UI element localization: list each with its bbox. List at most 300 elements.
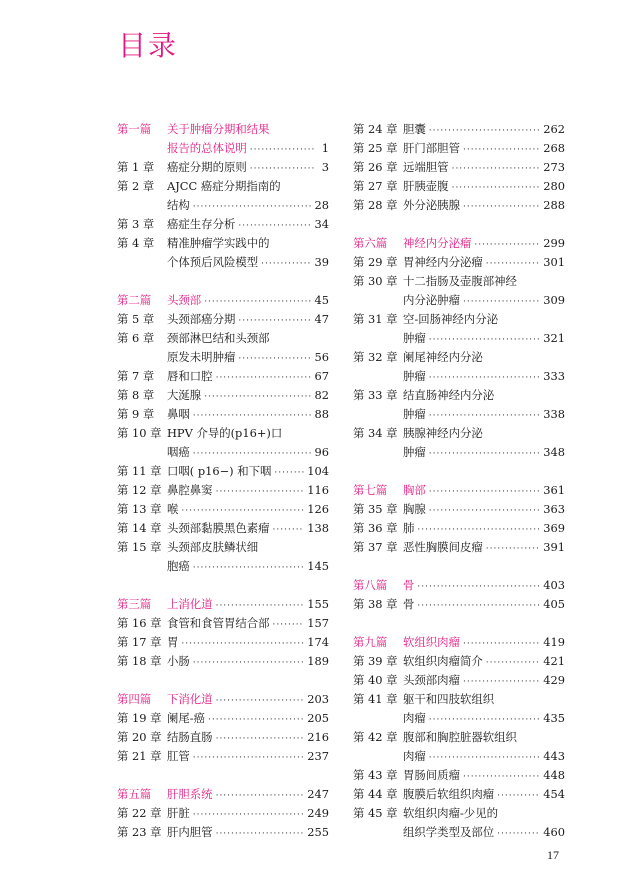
toc-entry-line bbox=[353, 177, 565, 196]
toc-entry-title: 胃肠间质瘤 bbox=[403, 768, 460, 782]
toc-entry-page: 88 bbox=[314, 407, 329, 421]
toc-entry-title: 腹部和胸腔脏器软组织 bbox=[403, 730, 517, 744]
toc-entry-number: 第 2 章 bbox=[117, 179, 155, 193]
toc-entry-number: 第一篇 bbox=[117, 122, 152, 136]
toc-entry-number: 第 25 章 bbox=[353, 141, 398, 155]
toc-chapter-entry[interactable] bbox=[117, 177, 329, 215]
toc-part-entry[interactable] bbox=[353, 234, 565, 253]
toc-chapter-entry[interactable] bbox=[353, 500, 565, 519]
toc-entry-number: 第七篇 bbox=[353, 483, 388, 497]
toc-entry-line bbox=[353, 823, 565, 842]
toc-entry-title: 十二指肠及壶腹部神经 bbox=[403, 274, 517, 288]
toc-entry-page: 45 bbox=[314, 293, 329, 307]
toc-part-entry[interactable] bbox=[353, 481, 565, 500]
toc-entry-number: 第九篇 bbox=[353, 635, 388, 649]
toc-entry-page: 155 bbox=[307, 597, 329, 611]
toc-entry-title: 软组织肉瘤 bbox=[403, 635, 460, 649]
toc-chapter-entry[interactable] bbox=[117, 652, 329, 671]
toc-entry-number: 第 8 章 bbox=[117, 388, 155, 402]
toc-entry-line bbox=[353, 234, 565, 253]
toc-entry-title: 肝门部胆管 bbox=[403, 141, 460, 155]
toc-entry-title: 肝胆系统 bbox=[167, 787, 213, 801]
toc-entry-line bbox=[353, 158, 565, 177]
toc-entry-number: 第五篇 bbox=[117, 787, 152, 801]
toc-entry-number: 第 33 章 bbox=[353, 388, 398, 402]
toc-entry-line bbox=[117, 557, 329, 576]
toc-entry-line bbox=[353, 785, 565, 804]
toc-entry-number: 第 43 章 bbox=[353, 768, 398, 782]
toc-part-entry[interactable] bbox=[117, 690, 329, 709]
toc-entry-number: 第 4 章 bbox=[117, 236, 155, 250]
toc-entry-line bbox=[117, 348, 329, 367]
toc-chapter-entry[interactable] bbox=[353, 196, 565, 215]
toc-entry-line bbox=[353, 291, 565, 310]
toc-entry-title: 鼻咽 bbox=[167, 407, 190, 421]
toc-chapter-entry[interactable] bbox=[117, 405, 329, 424]
toc-chapter-entry[interactable] bbox=[353, 272, 565, 310]
toc-entry-title: 骨 bbox=[403, 597, 415, 611]
toc-chapter-entry[interactable] bbox=[117, 424, 329, 462]
toc-entry-line bbox=[117, 215, 329, 234]
toc-chapter-entry[interactable] bbox=[353, 386, 565, 424]
toc-entry-title: 精准肿瘤学实践中的 bbox=[167, 236, 270, 250]
toc-part-entry[interactable] bbox=[117, 291, 329, 310]
toc-entry-line bbox=[353, 804, 565, 823]
toc-entry-title: 肝脏 bbox=[167, 806, 190, 820]
toc-chapter-entry[interactable] bbox=[117, 386, 329, 405]
toc-entry-number: 第 26 章 bbox=[353, 160, 398, 174]
toc-entry-title: 肿瘤 bbox=[403, 407, 426, 421]
toc-entry-page: 299 bbox=[543, 236, 565, 250]
dot-leader bbox=[216, 483, 305, 502]
toc-entry-page: 454 bbox=[543, 787, 565, 801]
toc-entry-title: 口咽( p16−) 和下咽 bbox=[167, 464, 272, 478]
toc-entry-page: 34 bbox=[314, 217, 329, 231]
toc-entry-line bbox=[353, 196, 565, 215]
toc-entry-number: 第 18 章 bbox=[117, 654, 162, 668]
toc-chapter-entry[interactable] bbox=[117, 823, 329, 842]
toc-entry-page: 280 bbox=[543, 179, 565, 193]
toc-entry-line bbox=[117, 614, 329, 633]
toc-entry-line bbox=[117, 291, 329, 310]
toc-entry-title: 骨 bbox=[403, 578, 415, 592]
toc-entry-number: 第四篇 bbox=[117, 692, 152, 706]
toc-entry-line bbox=[353, 348, 565, 367]
toc-chapter-entry[interactable] bbox=[117, 310, 329, 329]
dot-leader bbox=[486, 654, 541, 673]
toc-entry-title: 鼻腔鼻窦 bbox=[167, 483, 213, 497]
toc-entry-page: 262 bbox=[543, 122, 565, 136]
toc-entry-title: 胸部 bbox=[403, 483, 426, 497]
toc-chapter-entry[interactable] bbox=[353, 120, 565, 139]
toc-entry-title: AJCC 癌症分期指南的 bbox=[167, 179, 281, 193]
toc-chapter-entry[interactable] bbox=[353, 766, 565, 785]
toc-entry-number: 第 7 章 bbox=[117, 369, 155, 383]
toc-entry-number: 第 36 章 bbox=[353, 521, 398, 535]
toc-entry-title: 肛管 bbox=[167, 749, 190, 763]
toc-entry-page: 333 bbox=[543, 369, 565, 383]
toc-entry-page: 361 bbox=[543, 483, 565, 497]
toc-chapter-entry[interactable] bbox=[353, 804, 565, 842]
toc-entry-title: 咽癌 bbox=[167, 445, 190, 459]
toc-entry-title: 恶性胸膜间皮瘤 bbox=[403, 540, 483, 554]
toc-entry-number: 第 37 章 bbox=[353, 540, 398, 554]
toc-chapter-entry[interactable] bbox=[117, 329, 329, 367]
toc-entry-number: 第三篇 bbox=[117, 597, 152, 611]
toc-entry-title: 肉瘤 bbox=[403, 749, 426, 763]
dot-leader bbox=[204, 388, 311, 407]
toc-entry-number: 第八篇 bbox=[353, 578, 388, 592]
toc-entry-number: 第 19 章 bbox=[117, 711, 162, 725]
toc-entry-page: 189 bbox=[307, 654, 329, 668]
toc-entry-title: HPV 介导的(p16+)口 bbox=[167, 426, 283, 440]
toc-entry-title: 胃神经内分泌瘤 bbox=[403, 255, 483, 269]
toc-entry-title: 胰腺神经内分泌 bbox=[403, 426, 483, 440]
toc-entry-title: 唇和口腔 bbox=[167, 369, 213, 383]
dot-leader bbox=[417, 597, 540, 616]
toc-entry-line bbox=[117, 120, 329, 139]
toc-entry-number: 第 10 章 bbox=[117, 426, 162, 440]
toc-entry-title: 肿瘤 bbox=[403, 369, 426, 383]
toc-entry-title: 肝胰壶腹 bbox=[403, 179, 449, 193]
toc-entry-title: 肿瘤 bbox=[403, 445, 426, 459]
toc-entry-page: 39 bbox=[314, 255, 329, 269]
toc-chapter-entry[interactable] bbox=[353, 139, 565, 158]
toc-entry-title: 胆囊 bbox=[403, 122, 426, 136]
toc-entry-number: 第 41 章 bbox=[353, 692, 398, 706]
toc-entry-line bbox=[353, 500, 565, 519]
toc-entry-page: 435 bbox=[543, 711, 565, 725]
toc-entry-line bbox=[353, 519, 565, 538]
toc-right-column bbox=[353, 120, 565, 842]
toc-entry-title: 原发未明肿瘤 bbox=[167, 350, 236, 364]
toc-entry-page: 3 bbox=[321, 160, 329, 174]
toc-entry-number: 第 44 章 bbox=[353, 787, 398, 801]
toc-entry-title: 肉瘤 bbox=[403, 711, 426, 725]
toc-chapter-entry[interactable] bbox=[353, 158, 565, 177]
toc-entry-number: 第 11 章 bbox=[117, 464, 162, 478]
toc-entry-page: 82 bbox=[314, 388, 329, 402]
toc-entry-page: 247 bbox=[307, 787, 329, 801]
toc-entry-line bbox=[117, 196, 329, 215]
toc-entry-number: 第 13 章 bbox=[117, 502, 162, 516]
dot-leader bbox=[429, 502, 540, 521]
dot-leader bbox=[181, 635, 304, 654]
toc-chapter-entry[interactable] bbox=[353, 652, 565, 671]
toc-entry-page: 391 bbox=[543, 540, 565, 554]
toc-chapter-entry[interactable] bbox=[353, 690, 565, 728]
toc-entry-page: 363 bbox=[543, 502, 565, 516]
toc-entry-number: 第 6 章 bbox=[117, 331, 155, 345]
dot-leader bbox=[250, 141, 314, 160]
page-title: 目录 bbox=[118, 29, 179, 62]
toc-entry-line bbox=[117, 405, 329, 424]
dot-leader bbox=[216, 692, 305, 711]
toc-chapter-entry[interactable] bbox=[117, 747, 329, 766]
toc-entry-title: 头颈部 bbox=[167, 293, 202, 307]
toc-entry-page: 249 bbox=[307, 806, 329, 820]
toc-entry-title: 肝内胆管 bbox=[167, 825, 213, 839]
toc-entry-title: 结肠直肠 bbox=[167, 730, 213, 744]
dot-leader bbox=[486, 540, 541, 559]
toc-entry-number: 第 29 章 bbox=[353, 255, 398, 269]
toc-chapter-entry[interactable] bbox=[117, 633, 329, 652]
toc-entry-page: 460 bbox=[543, 825, 565, 839]
dot-leader bbox=[497, 825, 540, 844]
dot-leader bbox=[452, 160, 541, 179]
toc-entry-title: 头颈部皮肤鳞状细 bbox=[167, 540, 259, 554]
toc-entry-line bbox=[353, 766, 565, 785]
toc-entry-line bbox=[353, 652, 565, 671]
toc-chapter-entry[interactable] bbox=[353, 519, 565, 538]
dot-leader bbox=[216, 369, 312, 388]
toc-entry-number: 第 40 章 bbox=[353, 673, 398, 687]
toc-entry-title: 关于肿瘤分期和结果 bbox=[167, 122, 270, 136]
toc-entry-page: 338 bbox=[543, 407, 565, 421]
toc-entry-title: 结构 bbox=[167, 198, 190, 212]
toc-chapter-entry[interactable] bbox=[117, 614, 329, 633]
toc-entry-page: 443 bbox=[543, 749, 565, 763]
toc-entry-line bbox=[353, 272, 565, 291]
toc-entry-number: 第 42 章 bbox=[353, 730, 398, 744]
toc-entry-line bbox=[117, 709, 329, 728]
toc-entry-line bbox=[117, 158, 329, 177]
toc-entry-number: 第 31 章 bbox=[353, 312, 398, 326]
toc-entry-page: 203 bbox=[307, 692, 329, 706]
toc-entry-title: 下消化道 bbox=[167, 692, 213, 706]
dot-leader bbox=[497, 787, 540, 806]
toc-entry-title: 躯干和四肢软组织 bbox=[403, 692, 495, 706]
dot-leader bbox=[273, 521, 305, 540]
toc-part-entry[interactable] bbox=[117, 595, 329, 614]
toc-chapter-entry[interactable] bbox=[353, 671, 565, 690]
toc-chapter-entry[interactable] bbox=[117, 462, 329, 481]
toc-entry-line bbox=[353, 747, 565, 766]
toc-entry-line bbox=[117, 538, 329, 557]
toc-entry-title: 远端胆管 bbox=[403, 160, 449, 174]
toc-chapter-entry[interactable] bbox=[117, 215, 329, 234]
toc-entry-line bbox=[117, 234, 329, 253]
dot-leader bbox=[193, 749, 304, 768]
dot-leader bbox=[429, 445, 540, 464]
toc-entry-title: 肺 bbox=[403, 521, 415, 535]
dot-leader bbox=[238, 350, 311, 369]
toc-chapter-entry[interactable] bbox=[353, 348, 565, 386]
toc-entry-line bbox=[353, 576, 565, 595]
toc-entry-line bbox=[117, 652, 329, 671]
toc-entry-page: 28 bbox=[314, 198, 329, 212]
toc-chapter-entry[interactable] bbox=[117, 728, 329, 747]
toc-entry-page: 237 bbox=[307, 749, 329, 763]
toc-entry-page: 288 bbox=[543, 198, 565, 212]
toc-entry-line bbox=[117, 462, 329, 481]
toc-part-entry[interactable] bbox=[353, 576, 565, 595]
toc-entry-number: 第 20 章 bbox=[117, 730, 162, 744]
toc-entry-line bbox=[117, 595, 329, 614]
toc-entry-title: 胃 bbox=[167, 635, 179, 649]
toc-entry-line bbox=[117, 310, 329, 329]
toc-entry-page: 138 bbox=[307, 521, 329, 535]
toc-entry-line bbox=[353, 386, 565, 405]
toc-chapter-entry[interactable] bbox=[117, 500, 329, 519]
page-number: 17 bbox=[547, 848, 559, 862]
toc-entry-title: 神经内分泌瘤 bbox=[403, 236, 472, 250]
toc-entry-line bbox=[353, 481, 565, 500]
toc-entry-number: 第 35 章 bbox=[353, 502, 398, 516]
toc-chapter-entry[interactable] bbox=[353, 538, 565, 557]
toc-entry-page: 116 bbox=[307, 483, 329, 497]
toc-entry-number: 第 24 章 bbox=[353, 122, 398, 136]
toc-entry-title: 头颈部肉瘤 bbox=[403, 673, 460, 687]
toc-entry-line bbox=[117, 747, 329, 766]
toc-entry-title: 外分泌胰腺 bbox=[403, 198, 460, 212]
dot-leader bbox=[193, 654, 304, 673]
toc-chapter-entry[interactable] bbox=[353, 310, 565, 348]
toc-entry-line bbox=[353, 120, 565, 139]
toc-entry-line bbox=[353, 367, 565, 386]
toc-entry-number: 第 23 章 bbox=[117, 825, 162, 839]
dot-leader bbox=[463, 198, 540, 217]
toc-entry-page: 47 bbox=[314, 312, 329, 326]
dot-leader bbox=[216, 787, 305, 806]
toc-entry-page: 56 bbox=[314, 350, 329, 364]
toc-entry-number: 第 14 章 bbox=[117, 521, 162, 535]
toc-chapter-entry[interactable] bbox=[117, 519, 329, 538]
toc-part-entry[interactable] bbox=[117, 785, 329, 804]
toc-entry-number: 第 38 章 bbox=[353, 597, 398, 611]
toc-entry-title: 腹膜后软组织肉瘤 bbox=[403, 787, 495, 801]
toc-entry-line bbox=[117, 139, 329, 158]
toc-entry-line bbox=[117, 424, 329, 443]
toc-entry-page: 1 bbox=[321, 141, 329, 155]
toc-entry-line bbox=[353, 709, 565, 728]
toc-entry-title: 个体预后风险模型 bbox=[167, 255, 259, 269]
toc-entry-line bbox=[117, 253, 329, 272]
toc-entry-title: 食管和食管胃结合部 bbox=[167, 616, 270, 630]
toc-entry-page: 157 bbox=[307, 616, 329, 630]
toc-entry-number: 第 22 章 bbox=[117, 806, 162, 820]
toc-entry-number: 第 17 章 bbox=[117, 635, 162, 649]
toc-chapter-entry[interactable] bbox=[353, 177, 565, 196]
toc-chapter-entry[interactable] bbox=[117, 367, 329, 386]
toc-entry-number: 第 30 章 bbox=[353, 274, 398, 288]
toc-entry-number: 第 45 章 bbox=[353, 806, 398, 820]
toc-entry-page: 301 bbox=[543, 255, 565, 269]
toc-entry-number: 第 1 章 bbox=[117, 160, 155, 174]
dot-leader bbox=[261, 255, 311, 274]
dot-leader bbox=[429, 483, 540, 502]
toc-entry-number: 第 27 章 bbox=[353, 179, 398, 193]
toc-entry-title: 大涎腺 bbox=[167, 388, 202, 402]
toc-entry-line bbox=[117, 329, 329, 348]
toc-entry-line bbox=[117, 443, 329, 462]
toc-part-entry[interactable] bbox=[117, 120, 329, 158]
toc-entry-line bbox=[353, 253, 565, 272]
toc-entry-number: 第 34 章 bbox=[353, 426, 398, 440]
toc-entry-page: 268 bbox=[543, 141, 565, 155]
toc-chapter-entry[interactable] bbox=[353, 595, 565, 614]
toc-entry-title: 胞癌 bbox=[167, 559, 190, 573]
toc-entry-title: 上消化道 bbox=[167, 597, 213, 611]
toc-chapter-entry[interactable] bbox=[117, 234, 329, 272]
toc-entry-number: 第 3 章 bbox=[117, 217, 155, 231]
dot-leader bbox=[273, 616, 305, 635]
toc-entry-title: 颈部淋巴结和头颈部 bbox=[167, 331, 270, 345]
toc-entry-title: 结直肠神经内分泌 bbox=[403, 388, 495, 402]
toc-chapter-entry[interactable] bbox=[117, 158, 329, 177]
toc-entry-page: 419 bbox=[543, 635, 565, 649]
toc-entry-title: 癌症分期的原则 bbox=[167, 160, 247, 174]
toc-entry-title: 空-回肠神经内分泌 bbox=[403, 312, 498, 326]
toc-entry-title: 阑尾神经内分泌 bbox=[403, 350, 483, 364]
toc-entry-page: 405 bbox=[543, 597, 565, 611]
toc-chapter-entry[interactable] bbox=[117, 538, 329, 576]
toc-chapter-entry[interactable] bbox=[353, 785, 565, 804]
toc-entry-page: 273 bbox=[543, 160, 565, 174]
toc-entry-line bbox=[117, 500, 329, 519]
toc-entry-line bbox=[353, 595, 565, 614]
toc-entry-line bbox=[353, 424, 565, 443]
toc-entry-line bbox=[353, 538, 565, 557]
dot-leader bbox=[216, 825, 305, 844]
toc-chapter-entry[interactable] bbox=[117, 481, 329, 500]
toc-entry-title: 软组织肉瘤简介 bbox=[403, 654, 483, 668]
toc-entry-line bbox=[117, 728, 329, 747]
toc-entry-line bbox=[117, 367, 329, 386]
toc-chapter-entry[interactable] bbox=[353, 253, 565, 272]
toc-entry-line bbox=[117, 177, 329, 196]
dot-leader bbox=[417, 578, 540, 597]
toc-entry-title: 肿瘤 bbox=[403, 331, 426, 345]
toc-entry-line bbox=[353, 329, 565, 348]
toc-entry-page: 216 bbox=[307, 730, 329, 744]
toc-entry-number: 第二篇 bbox=[117, 293, 152, 307]
dot-leader bbox=[463, 141, 540, 160]
toc-entry-page: 403 bbox=[543, 578, 565, 592]
toc-entry-line bbox=[353, 443, 565, 462]
toc-entry-title: 癌症生存分析 bbox=[167, 217, 236, 231]
toc-entry-number: 第 16 章 bbox=[117, 616, 162, 630]
toc-part-entry[interactable] bbox=[353, 633, 565, 652]
toc-entry-page: 104 bbox=[307, 464, 329, 478]
dot-leader bbox=[274, 464, 304, 483]
toc-entry-number: 第 39 章 bbox=[353, 654, 398, 668]
toc-entry-title: 软组织肉瘤-少见的 bbox=[403, 806, 498, 820]
toc-chapter-entry[interactable] bbox=[353, 424, 565, 462]
toc-entry-title: 胸腺 bbox=[403, 502, 426, 516]
toc-chapter-entry[interactable] bbox=[117, 709, 329, 728]
dot-leader bbox=[452, 179, 541, 198]
toc-entry-page: 321 bbox=[543, 331, 565, 345]
toc-entry-page: 205 bbox=[307, 711, 329, 725]
toc-entry-number: 第 21 章 bbox=[117, 749, 162, 763]
toc-entry-line bbox=[353, 728, 565, 747]
toc-entry-line bbox=[117, 804, 329, 823]
toc-chapter-entry[interactable] bbox=[353, 728, 565, 766]
toc-entry-line bbox=[117, 386, 329, 405]
toc-entry-number: 第六篇 bbox=[353, 236, 388, 250]
toc-entry-line bbox=[353, 405, 565, 424]
toc-entry-line bbox=[117, 519, 329, 538]
toc-entry-line bbox=[353, 310, 565, 329]
toc-entry-line bbox=[117, 785, 329, 804]
toc-left-column bbox=[117, 120, 329, 842]
toc-entry-line bbox=[353, 139, 565, 158]
dot-leader bbox=[474, 236, 540, 255]
toc-entry-page: 369 bbox=[543, 521, 565, 535]
toc-chapter-entry[interactable] bbox=[117, 804, 329, 823]
toc-entry-line bbox=[353, 633, 565, 652]
